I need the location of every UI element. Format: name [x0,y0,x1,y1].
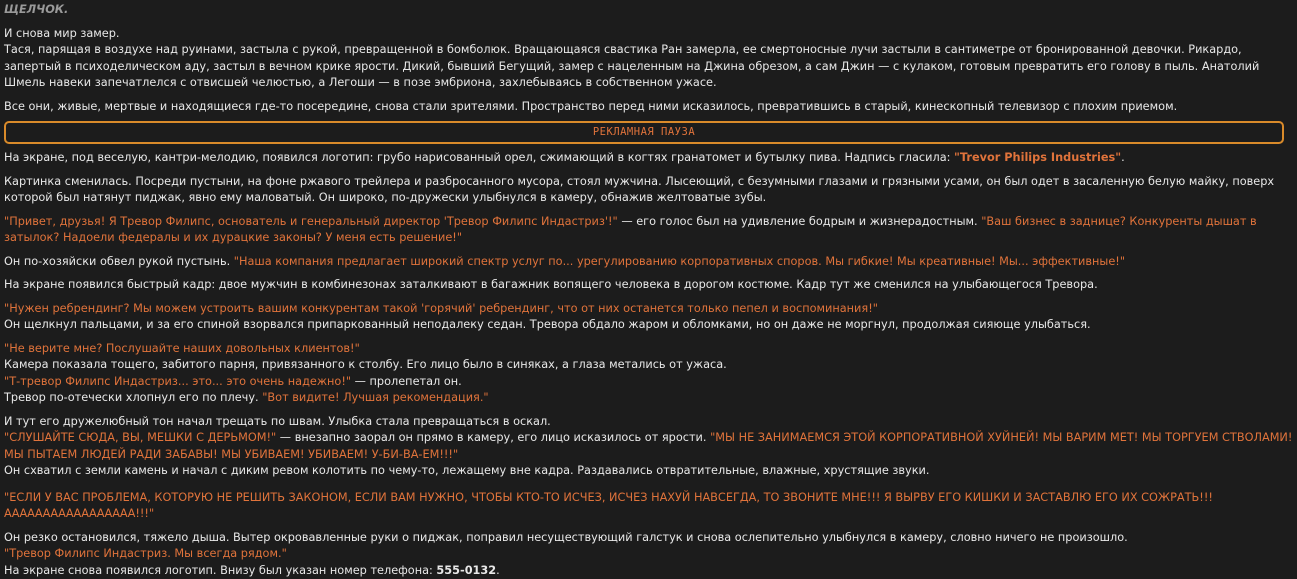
text: Тревор по-отечески хлопнул его по плечу. [4,391,262,404]
paragraph-11 [4,490,1293,523]
text: — внезапно заорал он прямо в камеру, его лицо исказилось от ярости. [276,431,710,444]
quote: "Не верите мне? Послушайте наших довольных клиентов!" [4,342,360,355]
quote: "Тревор Филипс Индастриз. Мы всегда рядом." [4,547,287,560]
paragraph-3 [4,150,1293,167]
paragraph-9d [4,390,1293,407]
paragraph-7: На экране появился быстрый кадр: двое мужчин в комбинезонах заталкивают в багажник вопящего человека в дорогом костюме. Кадр тут же сменился на улыбающегося Тревора. [4,277,1293,294]
text: На экране, под веселую, кантри-мелодию, появился логотип: грубо нарисованный орел, сжимающий в когтях гранатомет и бутылку пива. Надпись гласила: [4,151,954,164]
text: — его голос был на удивление бодрым и жизнерадостным. [618,215,982,228]
quote: "Привет, друзья! Я Тревор Филипс, основатель и генеральный директор 'Тревор Филипс Индастриз'!" [4,215,618,228]
paragraph-9a [4,341,1293,358]
sound-header: ЩЕЛЧОК. [4,2,1293,19]
text: . [496,564,500,577]
quote: "Наша компания предлагает широкий спектр услуг по... урегулированию корпоративных споров. Мы гибкие! Мы креативные! Мы... эффективные!" [234,255,1125,268]
paragraph-1b: Тася, парящая в воздухе над руинами, застыла с рукой, превращенной в бомболюк. Вращающаяся свастика Ран замерла, ее смертоносные лучи застыли в сантиметре от бронированной девочки. Рикардо, запертый в психоделическом аду, застыл в вечном крике ярости. Дикий, бывший Бегущий, замер с нацеленным на Джина обрезом, а сам Джин — с кулаком, готовым превратить его голову в пыль. Анатолий Шмель навеки запечатлелся с отвисшей челюстью, а Легоши — в позе эмбриона, захлебываясь в собственном ужасе. [4,42,1293,92]
quote: "Нужен ребрендинг? Мы можем устроить вашим конкурентам такой 'горячий' ребрендинг, что от них останется только пепел и воспоминания!" [4,302,878,315]
quote: "Trevor Philips Industries" [954,151,1121,164]
text: . [1121,151,1125,164]
paragraph-9c [4,374,1293,391]
text: На экране снова появился логотип. Внизу был указан номер телефона: [4,564,436,577]
ad-break-banner [4,121,1284,144]
paragraph-9b: Камера показала тощего, забитого парня, привязанного к столбу. Его лицо было в синяках, а глаза метались от ужаса. [4,357,1293,374]
quote: "ЕСЛИ У ВАС ПРОБЛЕМА, КОТОРУЮ НЕ РЕШИТЬ ЗАКОНОМ, ЕСЛИ ВАМ НУЖНО, ЧТОБЫ КТО-ТО ИСЧЕЗ, ИСЧЕЗ НАХУЙ НАВСЕГДА, ТО ЗВОНИТЕ МНЕ!!! Я ВЫРВУ ЕГО КИШКИ И ЗАСТАВЛЮ ЕГО ИХ СОЖРАТЬ!!! ААААААААААААААААА!!!" [4,491,1213,521]
paragraph-12c [4,563,1293,579]
paragraph-12b [4,546,1293,563]
paragraph-5 [4,214,1293,247]
quote: "СЛУШАЙТЕ СЮДА, ВЫ, МЕШКИ С ДЕРЬМОМ!" [4,431,276,444]
paragraph-2: Все они, живые, мертвые и находящиеся где-то посередине, снова стали зрителями. Пространство перед ними исказилось, превратившись в старый, кинескопный телевизор с плохим приемом. [4,99,1293,116]
quote: "Вот видите! Лучшая рекомендация." [262,391,488,404]
quote: "Т-тревор Филипс Индастриз... это... это очень надежно!" [4,375,351,388]
phone-number: 555-0132 [436,564,496,577]
quote: "МЫ НЕ ЗАНИМАЕМСЯ ЭТОЙ КОРПОРАТИВНОЙ ХУЙНЕЙ! МЫ ВАРИМ МЕТ! МЫ ТОРГУЕМ СТВОЛАМИ! МЫ ПЫТАЕМ ЛЮДЕЙ РАДИ ЗАБАВЫ! МЫ УБИВАЕМ! УБИВАЕМ! У-БИ-ВА-ЕМ!!!" [4,431,1292,461]
story-document [0,2,1297,579]
paragraph-6 [4,254,1293,271]
paragraph-10b [4,430,1293,463]
paragraph-12a: Он резко остановился, тяжело дыша. Вытер окровавленные руки о пиджак, поправил несуществующий галстук и снова ослепительно улыбнулся в камеру, словно ничего не произошло. [4,530,1293,547]
paragraph-4: Картинка сменилась. Посреди пустыни, на фоне ржавого трейлера и разбросанного мусора, стоял мужчина. Лысеющий, с безумными глазами и грязными усами, он был одет в засаленную белую майку, поверх которой был натянут пиджак, явно ему маловатый. Он широко, по-дружески улыбнулся в камеру, обнажив желтоватые зубы. [4,174,1293,207]
ad-break-label: РЕКЛАМНАЯ ПАУЗА [593,124,695,141]
paragraph-1a: И снова мир замер. [4,26,1293,43]
text: — пролепетал он. [351,375,462,388]
paragraph-8a [4,301,1293,318]
paragraph-10a: И тут его дружелюбный тон начал трещать по швам. Улыбка стала превращаться в оскал. [4,414,1293,431]
paragraph-10c: Он схватил с земли камень и начал с диким ревом колотить по чему-то, лежащему вне кадра. Раздавались отвратительные, влажные, хрустящие звуки. [4,463,1293,480]
paragraph-8b: Он щелкнул пальцами, и за его спиной взорвался припаркованный неподалеку седан. Тревора обдало жаром и обломками, но он даже не моргнул, продолжая сияюще улыбаться. [4,317,1293,334]
text: Он по-хозяйски обвел рукой пустынь. [4,255,234,268]
quote: "Ваш бизнес в заднице? Конкуренты дышат в затылок? Надоели федералы и их дурацкие законы? У меня есть решение!" [4,215,1257,245]
